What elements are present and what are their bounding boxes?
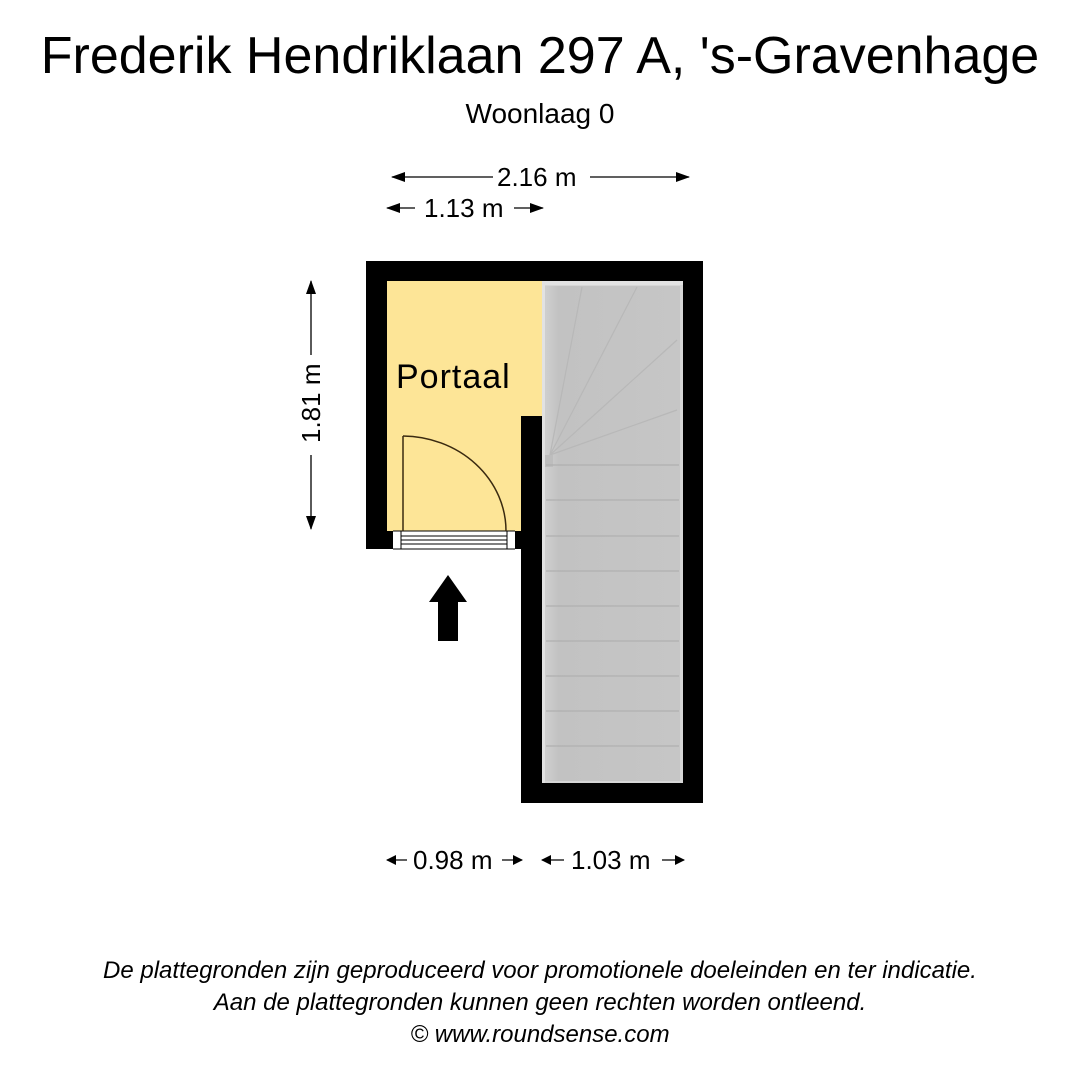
page-title: Frederik Hendriklaan 297 A, 's-Gravenhage bbox=[40, 27, 1040, 85]
room-label-portaal: Portaal bbox=[396, 358, 511, 396]
arrow-up-icon bbox=[429, 575, 467, 641]
dimension-label-bottom-right: 1.03 m bbox=[571, 845, 651, 875]
floor-level-label: Woonlaag 0 bbox=[465, 98, 615, 129]
dimension-label-bottom-left: 0.98 m bbox=[413, 845, 493, 875]
copyright-link[interactable]: © www.roundsense.com bbox=[410, 1021, 670, 1048]
disclaimer-line-2: Aan de plattegronden kunnen geen rechten worden ontleend. bbox=[213, 989, 867, 1016]
dimension-label-top-left: 1.13 m bbox=[424, 193, 504, 223]
staircase bbox=[542, 281, 683, 783]
dimension-label-left-height: 1.81 m bbox=[296, 363, 326, 443]
dimension-label-top-total: 2.16 m bbox=[497, 162, 577, 192]
disclaimer-line-1: De plattegronden zijn geproduceerd voor promotionele doeleinden en ter indicatie. bbox=[103, 957, 977, 984]
